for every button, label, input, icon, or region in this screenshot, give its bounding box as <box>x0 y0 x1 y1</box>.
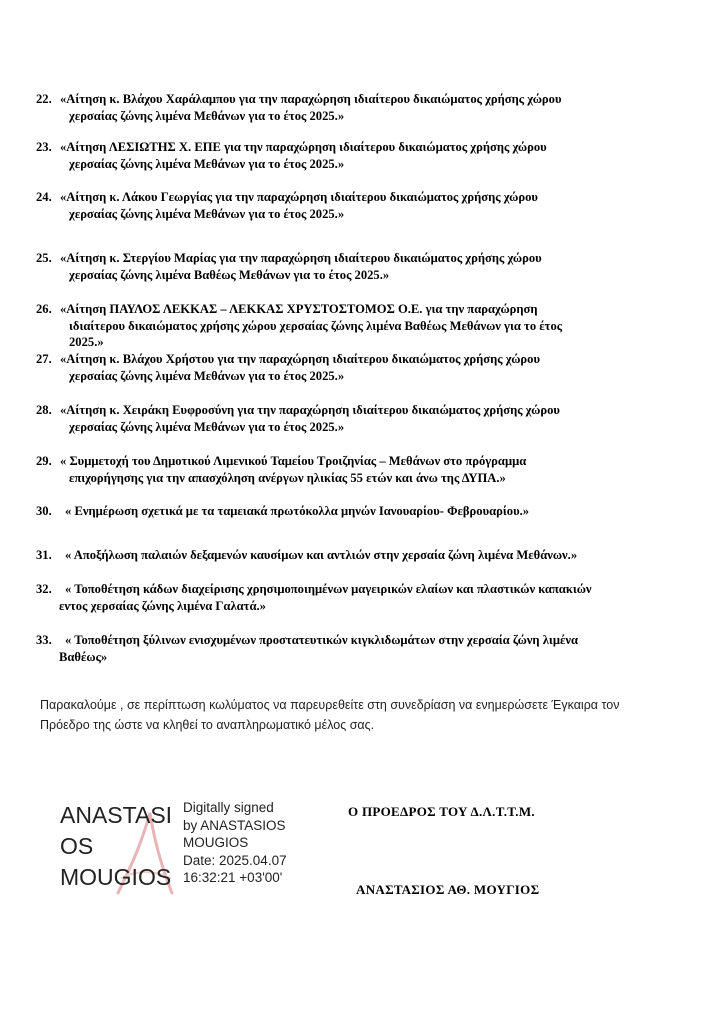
item-text-line1: «Αίτηση κ. Στεργίου Μαρίας για την παραχώρηση ιδιαίτερου δικαιώματος χρήσης χώρου <box>60 251 542 265</box>
item-number: 24. <box>36 190 52 204</box>
agenda-item-23 <box>36 139 696 172</box>
item-number: 28. <box>36 403 52 417</box>
agenda-item-29 <box>36 453 696 486</box>
item-text-line1: « Τοποθέτηση κάδων διαχείρισης χρησιμοποιημένων μαγειρικών ελαίων και πλαστικών καπακιών <box>65 582 592 596</box>
item-text-line1: « Συμμετοχή του Δημοτικού Λιμενικού Ταμείου Τροιζηνίας – Μεθάνων στο πρόγραμμα <box>60 454 527 468</box>
item-number: 26. <box>36 302 52 316</box>
agenda-item-30 <box>36 503 696 520</box>
item-text-line2: χερσαίας ζώνης λιμένα Μεθάνων για το έτος 2025.» <box>69 108 345 123</box>
item-number: 32. <box>36 582 52 596</box>
agenda-item-25 <box>36 250 696 283</box>
item-number: 33. <box>36 633 52 647</box>
attendance-note <box>40 695 680 735</box>
signer-name: ΑΝΑΣΤΑΣΙΟΣ ΑΘ. ΜΟΥΓΙΟΣ <box>356 882 540 897</box>
item-text-line2: χερσαίας ζώνης λιμένα Βαθέως Μεθάνων για το έτος 2025.» <box>69 267 390 282</box>
item-text-line1: «Αίτηση κ. Λάκου Γεωργίας για την παραχώρηση ιδιαίτερου δικαιώματος χρήσης χώρου <box>60 190 538 204</box>
agenda-item-27 <box>36 351 696 384</box>
item-text-line2: χερσαίας ζώνης λιμένα Μεθάνων για το έτος 2025.» <box>69 419 345 434</box>
item-number: 29. <box>36 454 52 468</box>
item-text-line1: « Τοποθέτηση ξύλινων ενισχυμένων προστατευτικών κιγκλιδωμάτων στην χερσαία ζώνη λιμένα <box>65 633 578 647</box>
item-text-line1: «Αίτηση κ. Βλάχου Χαράλαμπου για την παραχώρηση ιδιαίτερου δικαιώματος χρήσης χώρου <box>60 92 562 106</box>
item-number: 22. <box>36 92 52 106</box>
agenda-item-33 <box>36 632 696 665</box>
item-number: 30. <box>36 504 52 518</box>
signer-title: Ο ΠΡΟΕΔΡΟΣ ΤΟΥ Δ.Λ.Τ.Τ.Μ. <box>348 804 535 819</box>
item-number: 27. <box>36 352 52 366</box>
item-text-line1: «Αίτηση κ. Χειράκη Ευφροσύνη για την παραχώρηση ιδιαίτερου δικαιώματος χρήσης χώρου <box>60 403 560 417</box>
agenda-item-32 <box>36 581 696 614</box>
item-text-line1: « Αποξήλωση παλαιών δεξαμενών καυσίμων και αντλιών στην χερσαία ζώνη λιμένα Μεθάνων.» <box>65 548 578 562</box>
item-text-line2: χερσαίας ζώνης λιμένα Μεθάνων για το έτος 2025.» <box>69 156 345 171</box>
item-text-line2: χερσαίας ζώνης λιμένα Μεθάνων για το έτος 2025.» <box>69 206 345 221</box>
agenda-item-28 <box>36 402 696 435</box>
item-text-line2: επιχορήγησης για την απασχόληση ανέργων ηλικίας 55 ετών και άνω της ΔΥΠΑ.» <box>69 470 506 485</box>
item-number: 23. <box>36 140 52 154</box>
item-text-line1: «Αίτηση ΛΕΣΙΩΤΗΣ Χ. ΕΠΕ για την παραχώρηση ιδιαίτερου δικαιώματος χρήσης χώρου <box>60 140 547 154</box>
item-text-line2: εντος χερσαίας ζώνης λιμένα Γαλατά.» <box>59 598 266 613</box>
digital-signature-details: Digitally signed by ANASTASIOS MOUGIOS Date: 2025.04.07 16:32:21 +03'00' <box>183 800 287 885</box>
item-text-line1: «Αίτηση κ. Βλάχου Χρήστου για την παραχώρηση ιδιαίτερου δικαιώματος χρήσης χώρου <box>60 352 541 366</box>
agenda-item-24 <box>36 189 696 222</box>
agenda-item-31 <box>36 547 696 564</box>
item-text-line1: « Ενημέρωση σχετικά με τα ταμειακά πρωτόκολλα μηνών Ιανουαρίου- Φεβρουαρίου.» <box>65 504 530 518</box>
item-text-line2: ιδιαίτερου δικαιώματος χρήσης χώρου χερσαίας ζώνης λιμένα Βαθέως Μεθάνων για το έτος <box>69 318 563 333</box>
note-line1: Παρακαλούμε , σε περίπτωση κωλύματος να παρευρεθείτε στη συνεδρίαση να ενημερώσετε Έγκαιρα τον <box>40 698 620 712</box>
item-text-line3: 2025.» <box>69 335 104 349</box>
item-text-line2: χερσαίας ζώνης λιμένα Μεθάνων για το έτος 2025.» <box>69 368 345 383</box>
agenda-item-22 <box>36 91 696 124</box>
digital-signature-name: ANASTASI OS MOUGIOS <box>60 802 173 890</box>
item-text-line2: Βαθέως» <box>59 649 108 664</box>
item-number: 31. <box>36 548 52 562</box>
agenda-item-26 <box>36 301 696 351</box>
note-line2: Πρόεδρο της ώστε να κληθεί το αναπληρωματικό μέλος σας. <box>40 718 375 732</box>
item-number: 25. <box>36 251 52 265</box>
item-text-line1: «Αίτηση ΠΑΥΛΟΣ ΛΕΚΚΑΣ – ΛΕΚΚΑΣ ΧΡΥΣΤΟΣΤΟΜΟΣ Ο.Ε. για την παραχώρηση <box>60 302 538 316</box>
